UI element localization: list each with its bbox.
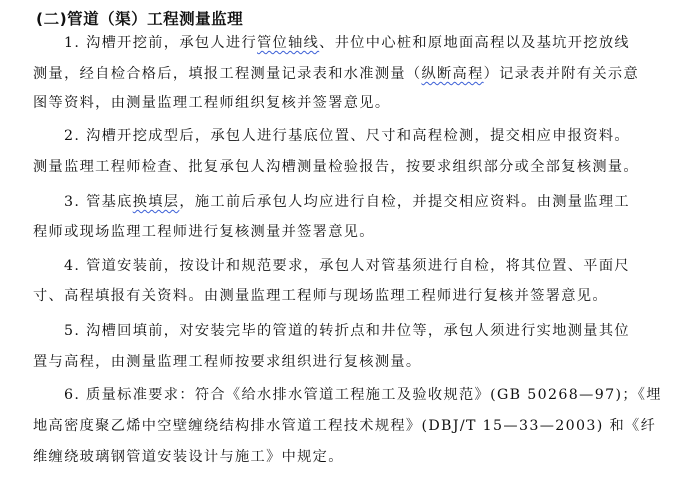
paragraph-1-line-3 xyxy=(33,93,390,113)
line-text: 3. 管基底 xyxy=(64,194,133,210)
spellcheck-underlined-text: 换填层 xyxy=(132,194,180,210)
paragraph-2-line-2 xyxy=(33,157,639,177)
line-text: 6. 质量标准要求：符合《给水排水管道工程施工及验收规范》(GB 50268—97)；《埋 xyxy=(64,387,662,403)
paragraph-2-line-1 xyxy=(64,126,630,146)
paragraph-5-line-2 xyxy=(33,352,421,372)
paragraph-4-line-2 xyxy=(33,286,608,306)
line-text: 程师或现场监理工程师进行复核测量并签署意见。 xyxy=(33,224,375,240)
paragraph-6-line-3 xyxy=(33,447,344,467)
paragraph-4-line-1 xyxy=(64,256,630,276)
spellcheck-underlined-text: 管位轴线 xyxy=(257,35,320,51)
line-text: 地高密度聚乙烯中空壁缠绕结构排水管道工程技术规程》(DBJ/T 15—33—2003) 和《纤 xyxy=(33,418,657,434)
paragraph-5-line-1 xyxy=(64,321,630,341)
line-text: 测量，经自检合格后，填报工程测量记录表和水准测量（ xyxy=(33,66,422,82)
section-heading: (二)管道（渠）工程测量监理 xyxy=(36,10,244,28)
paragraph-3-line-1 xyxy=(64,192,630,212)
line-text: ，施工前后承包人均应进行自检，并提交相应资料。由测量监理工 xyxy=(179,194,630,210)
line-text: 4. 管道安装前，按设计和规范要求，承包人对管基须进行自检，将其位置、平面尺 xyxy=(64,258,630,274)
line-text: 图等资料，由测量监理工程师组织复核并签署意见。 xyxy=(33,95,391,111)
paragraph-6-line-1 xyxy=(64,385,662,405)
line-text: 寸、高程填报有关资料。由测量监理工程师与现场监理工程师进行复核并签署意见。 xyxy=(33,288,608,304)
paragraph-6-line-2 xyxy=(33,416,656,436)
paragraph-3-line-2 xyxy=(33,222,375,242)
line-text: 、井位中心桩和原地面高程以及基坑开挖放线 xyxy=(319,35,630,51)
line-text: 5. 沟槽回填前，对安装完毕的管道的转折点和井位等，承包人须进行实地测量其位 xyxy=(64,323,630,339)
line-text: 1. 沟槽开挖前，承包人进行 xyxy=(64,35,258,51)
line-text: 测量监理工程师检查、批复承包人沟槽测量检验报告，按要求组织部分或全部复核测量。 xyxy=(33,159,639,175)
line-text: 维缠绕玻璃钢管道安装设计与施工》中规定。 xyxy=(33,449,344,465)
line-text: 2. 沟槽开挖成型后，承包人进行基底位置、尺寸和高程检测，提交相应申报资料。 xyxy=(64,128,630,144)
line-text: 置与高程，由测量监理工程师按要求组织进行复核测量。 xyxy=(33,354,422,370)
spellcheck-underlined-text: 纵断高程 xyxy=(421,66,484,82)
paragraph-1-line-1 xyxy=(64,33,630,53)
line-text: ）记录表并附有关示意 xyxy=(483,66,639,82)
paragraph-1-line-2 xyxy=(33,64,639,84)
